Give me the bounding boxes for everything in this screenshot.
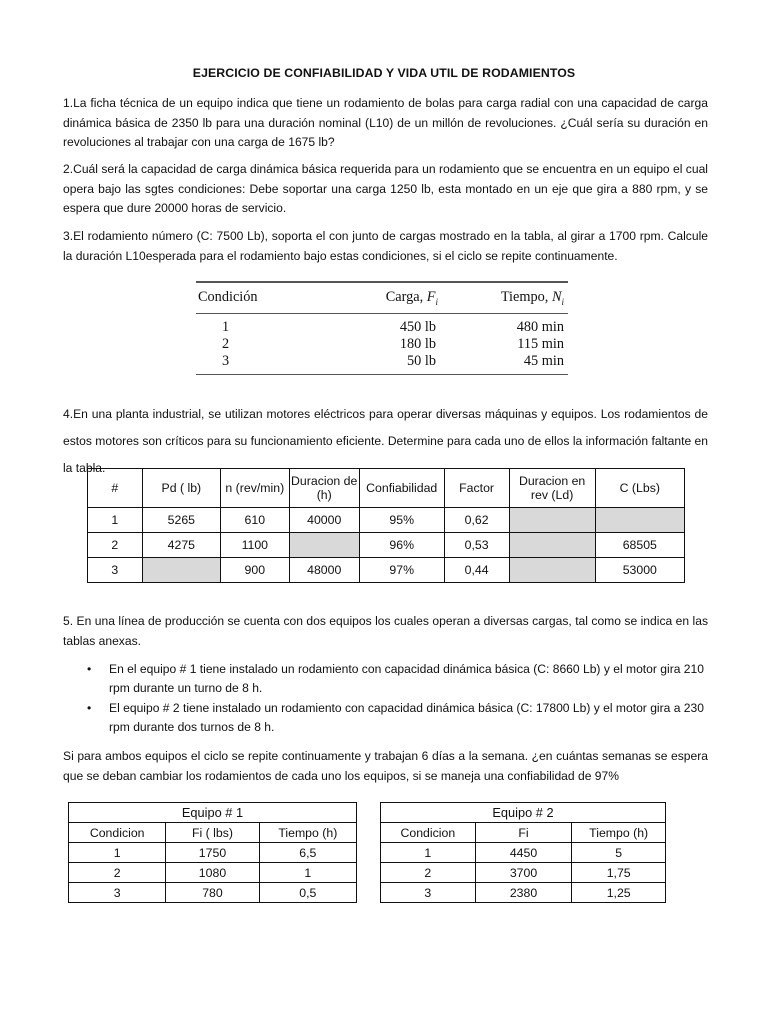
problem-2-text: 2.Cuál será la capacidad de carga dinámica básica requerida para un rodamiento que se encuentra en un equipo el cual opera bajo las sgtes condiciones: Debe soportar una carga 1250 lb, esta montado en un eje que gira a 880 rpm, y se espera que dure 20000 horas de servicio.: [63, 162, 708, 215]
cell: 3700: [475, 863, 572, 883]
table-row: [381, 863, 666, 883]
table-row: [381, 883, 666, 903]
cell: 1080: [166, 863, 259, 883]
cell: 5265: [142, 508, 221, 533]
cell: 2380: [475, 883, 572, 903]
table-row: [196, 336, 568, 353]
header-cell: Fi: [475, 823, 572, 843]
header-cell: Duracion en rev (Ld): [509, 469, 595, 508]
cell: 96%: [359, 533, 444, 558]
cell: 1: [88, 508, 143, 533]
table-row: [196, 319, 568, 336]
table-body: [196, 314, 568, 374]
cell: 97%: [359, 558, 444, 583]
problem-1-text: 1.La ficha técnica de un equipo indica que tiene un rodamiento de bolas para carga radial con una capacidad de carga dinámica básica de 2350 lb para una duración nominal (L10) de un millón de revoluciones. ¿Cuál sería su duración en revoluciones al trabajar con una carga de 1675 lb?: [63, 96, 708, 149]
table-bottom-rule: [196, 374, 568, 376]
table-row: [88, 558, 685, 583]
blank-cell: [595, 508, 684, 533]
cell: 40000: [289, 508, 359, 533]
symbol-n-sub: i: [561, 296, 564, 307]
bullet-icon: •: [87, 701, 92, 715]
cell: 50 lb: [407, 352, 436, 369]
cell: 780: [166, 883, 259, 903]
cell: 3: [88, 558, 143, 583]
cell: 610: [221, 508, 289, 533]
table-row: [69, 843, 357, 863]
cell: 3: [381, 883, 476, 903]
cell: 4450: [475, 843, 572, 863]
equipment-bullet-list: [87, 660, 707, 738]
blank-cell: [142, 558, 221, 583]
blank-cell: [289, 533, 359, 558]
cell: 1: [381, 843, 476, 863]
blank-cell: [509, 558, 595, 583]
table-row: [196, 353, 568, 370]
cell: 68505: [595, 533, 684, 558]
problem-5-question: Si para ambos equipos el ciclo se repite continuamente y trabajan 6 días a la semana. ¿en cuántas semanas se espera que se deban cambiar los rodamientos de cada uno los equipos, si se maneja una confiabilidad de 97%: [63, 749, 708, 783]
symbol-n: N: [551, 288, 562, 305]
header-tiempo: [438, 289, 568, 307]
cell: 3: [222, 352, 230, 369]
header-tiempo-label: Tiempo,: [500, 288, 552, 305]
header-cell: Tiempo (h): [259, 823, 356, 843]
cell: 1100: [221, 533, 289, 558]
cell: 115 min: [517, 335, 564, 352]
cell: 4275: [142, 533, 221, 558]
cell: 1: [222, 318, 230, 335]
list-item: [87, 660, 707, 698]
header-carga: [308, 289, 438, 307]
header-carga-label: Carga,: [385, 288, 427, 305]
cell: 1: [69, 843, 166, 863]
blank-cell: [509, 508, 595, 533]
table-caption-row: [381, 803, 666, 823]
bearing-data-table: [87, 468, 685, 583]
header-condicion: Condición: [198, 289, 258, 305]
table-header-row: [381, 823, 666, 843]
table-header-row: [69, 823, 357, 843]
cell: 450 lb: [399, 318, 436, 335]
blank-cell: [509, 533, 595, 558]
cell: 480 min: [516, 318, 564, 335]
cell: 2: [222, 335, 230, 352]
equipo-2-table: [380, 802, 666, 903]
table-header-row: [196, 283, 568, 313]
cell: 95%: [359, 508, 444, 533]
symbol-f-sub: i: [435, 296, 438, 307]
table-row: [88, 508, 685, 533]
equipo-1-table: [68, 802, 357, 903]
bullet-icon: •: [87, 662, 92, 676]
cell: 1,25: [572, 883, 666, 903]
header-cell: Fi ( lbs): [166, 823, 259, 843]
cell: 48000: [289, 558, 359, 583]
problem-5-text: 5. En una línea de producción se cuenta con dos equipos los cuales operan a diversas cargas, tal como se indica en las tablas anexas.: [63, 614, 708, 648]
table-row: [69, 863, 357, 883]
table-header-row: [88, 469, 685, 508]
table-caption: Equipo # 1: [69, 803, 357, 823]
header-cell: Tiempo (h): [572, 823, 666, 843]
cell: 0,44: [444, 558, 509, 583]
header-cell: n (rev/min): [221, 469, 289, 508]
list-item-text: El equipo # 2 tiene instalado un rodamiento con capacidad dinámica básica (C: 17800 Lb) y el motor gira a 230 rpm durante dos turnos de 8 h.: [109, 701, 704, 734]
cell: 2: [88, 533, 143, 558]
cell: 2: [381, 863, 476, 883]
cell: 900: [221, 558, 289, 583]
header-cell: Factor: [444, 469, 509, 508]
list-item-text: En el equipo # 1 tiene instalado un rodamiento con capacidad dinámica básica (C: 8660 Lb) y el motor gira 210 rpm durante un turno de 8 h.: [109, 662, 704, 695]
cell: 6,5: [259, 843, 356, 863]
cell: 180 lb: [399, 335, 436, 352]
cell: 1,75: [572, 863, 666, 883]
table-caption-row: [69, 803, 357, 823]
header-cell: Condicion: [69, 823, 166, 843]
header-cell: C (Lbs): [595, 469, 684, 508]
header-cell: Condicion: [381, 823, 476, 843]
document-title: EJERCICIO DE CONFIABILIDAD Y VIDA UTIL DE RODAMIENTOS: [192, 66, 576, 80]
list-item: [87, 699, 707, 737]
table-row: [381, 843, 666, 863]
table-caption: Equipo # 2: [381, 803, 666, 823]
header-cell: Pd ( lb): [142, 469, 221, 508]
problem-4-text: 4.En una planta industrial, se utilizan motores eléctricos para operar diversas máquinas y equipos. Los rodamientos de estos motores son críticos para su funcionamiento eficiente. Determine para cada uno de ellos la información faltante en la tabla.: [63, 407, 708, 475]
cell: 0,53: [444, 533, 509, 558]
cell: 2: [69, 863, 166, 883]
cell: 45 min: [523, 352, 564, 369]
header-cell: Duracion de (h): [289, 469, 359, 508]
load-cycle-table: [196, 281, 568, 375]
cell: 0,5: [259, 883, 356, 903]
problem-3-text: 3.El rodamiento número (C: 7500 Lb), soporta el con junto de cargas mostrado en la tabla, al girar a 1700 rpm. Calcule la duración L10esperada para el rodamiento bajo estas condiciones, si el ciclo se repite continuamente.: [63, 229, 708, 263]
cell: 1: [259, 863, 356, 883]
header-cell: Confiabilidad: [359, 469, 444, 508]
cell: 1750: [166, 843, 259, 863]
cell: 3: [69, 883, 166, 903]
symbol-f: F: [426, 288, 436, 305]
cell: 0,62: [444, 508, 509, 533]
cell: 53000: [595, 558, 684, 583]
cell: 5: [572, 843, 666, 863]
header-cell: #: [88, 469, 143, 508]
table-row: [88, 533, 685, 558]
table-row: [69, 883, 357, 903]
